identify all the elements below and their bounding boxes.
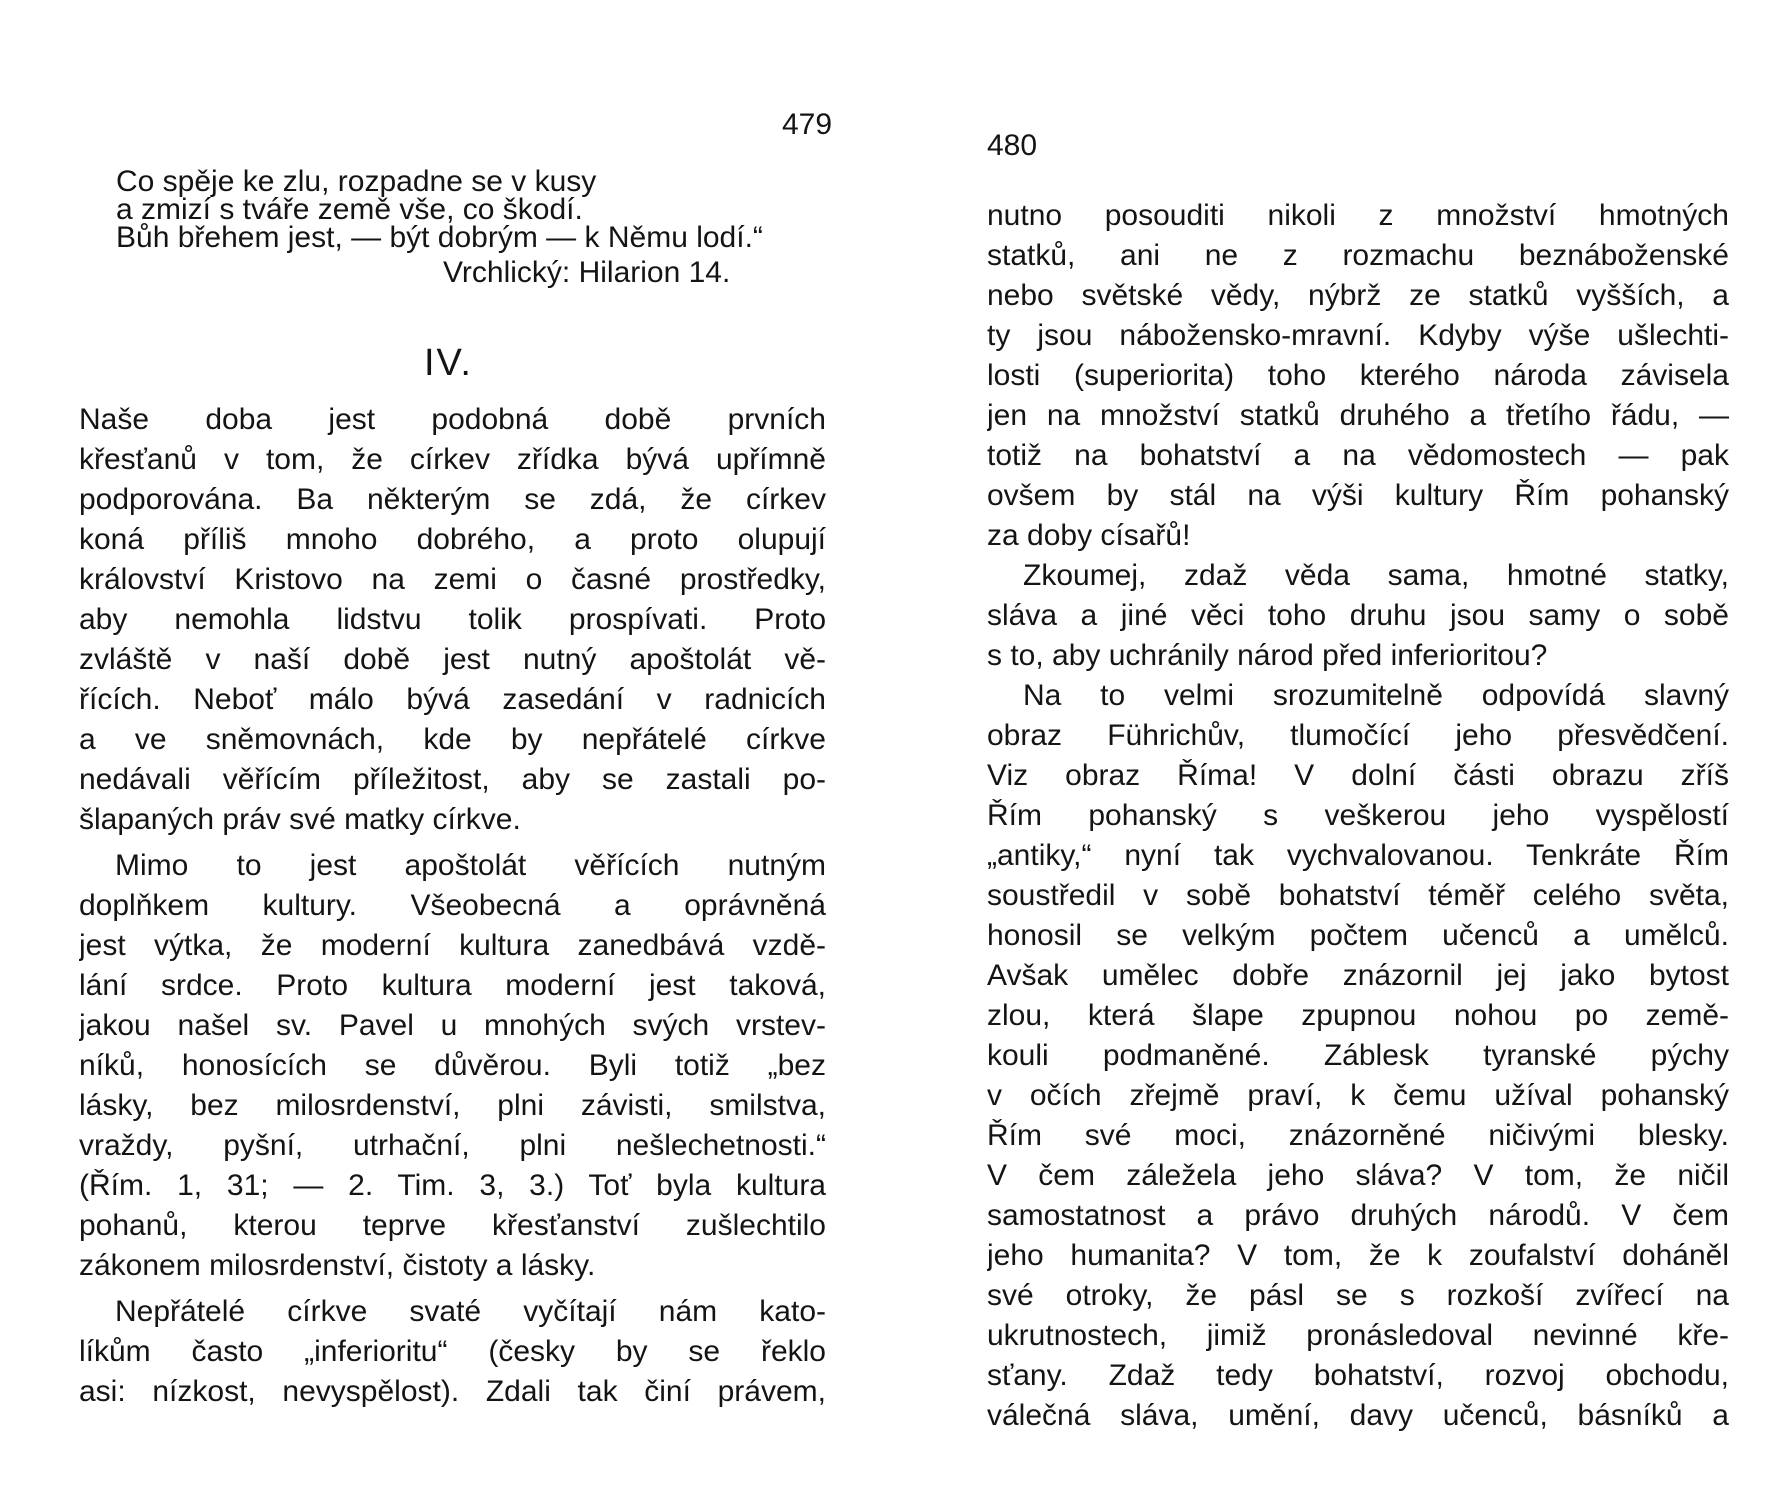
- text-line: statků, ani ne z rozmachu beznáboženské: [987, 239, 1729, 272]
- text-line: Řím své moci, znázorněné ničivými blesky.: [987, 1119, 1729, 1152]
- text-line: jakou našel sv. Pavel u mnohých svých vrstev-: [79, 1009, 826, 1042]
- text-line: za doby císařů!: [987, 519, 1191, 552]
- text-line: s to, aby uchránily národ před inferioritou?: [987, 639, 1548, 672]
- text-block: [79, 400, 826, 1412]
- poem-line: Co spěje ke zlu, rozpadne se v kusy: [116, 165, 597, 198]
- text-line: doplňkem kultury. Všeobecná a oprávněná: [79, 889, 826, 922]
- text-line: „antiky,“ nyní tak vychvalovanou. Tenkráte Řím: [987, 839, 1729, 872]
- text-block: [987, 196, 1729, 1436]
- text-line: zákonem milosrdenství, čistoty a lásky.: [79, 1249, 596, 1282]
- text-line: kouli podmaněné. Záblesk tyranské pýchy: [987, 1039, 1729, 1072]
- text-line: lání srdce. Proto kultura moderní jest taková,: [79, 969, 826, 1002]
- text-line: Zkoumej, zdaž věda sama, hmotné statky,: [1023, 559, 1729, 592]
- text-line: nebo světské vědy, nýbrž ze statků vyšších, a: [987, 279, 1729, 312]
- text-line: nutno posouditi nikoli z množství hmotných: [987, 199, 1729, 232]
- chapter-heading: IV.: [424, 342, 473, 384]
- text-line: líkům často „inferioritu“ (česky by se řeklo: [79, 1335, 826, 1368]
- text-line: jen na množství statků druhého a třetího řádu, —: [987, 399, 1729, 432]
- text-line: lásky, bez milosrdenství, plni závisti, smilstva,: [79, 1089, 826, 1122]
- text-line: losti (superiorita) toho kterého národa závisela: [987, 359, 1729, 392]
- text-line: jest výtka, že moderní kultura zanedbává vzdě-: [79, 929, 826, 962]
- text-line: nedávali věřícím příležitost, aby se zastali po-: [79, 763, 826, 796]
- text-line: zlou, která šlape zpupnou nohou po země-: [987, 999, 1729, 1032]
- text-line: v očích zřejmě praví, k čemu užíval pohanský: [987, 1079, 1729, 1112]
- text-line: Naše doba jest podobná době prvních: [79, 403, 826, 436]
- poem-line: a zmizí s tváře země vše, co škodí.: [116, 193, 583, 226]
- text-line: křesťanů v tom, že církev zřídka bývá upřímně: [79, 443, 826, 476]
- text-line: podporována. Ba některým se zdá, že církev: [79, 483, 826, 516]
- text-line: Viz obraz Říma! V dolní části obrazu zříš: [987, 759, 1729, 792]
- text-line: své otroky, že pásl se s rozkoší zvířecí na: [987, 1279, 1729, 1312]
- text-line: V čem záležela jeho sláva? V tom, že ničil: [987, 1159, 1729, 1192]
- text-line: samostatnost a právo druhých národů. V čem: [987, 1199, 1729, 1232]
- text-line: Nepřátelé církve svaté vyčítají nám kato-: [115, 1295, 826, 1328]
- text-line: Mimo to jest apoštolát věřících nutným: [115, 849, 826, 882]
- text-line: ukrutnostech, jimiž pronásledoval nevinné kře-: [987, 1319, 1729, 1352]
- text-line: soustředil v sobě bohatství téměř celého světa,: [987, 879, 1729, 912]
- text-line: sťany. Zdaž tedy bohatství, rozvoj obchodu,: [987, 1359, 1729, 1392]
- text-line: válečná sláva, umění, davy učenců, básníků a: [987, 1399, 1729, 1432]
- text-line: šlapaných práv své matky církve.: [79, 803, 521, 836]
- text-line: a ve sněmovnách, kde by nepřátelé církve: [79, 723, 826, 756]
- text-line: zvláště v naší době jest nutný apoštolát vě-: [79, 643, 826, 676]
- page-number: 479: [782, 108, 833, 141]
- text-line: totiž na bohatství a na vědomostech — pak: [987, 439, 1729, 472]
- text-line: koná příliš mnoho dobrého, a proto olupují: [79, 523, 826, 556]
- text-line: Avšak umělec dobře znázornil jej jako bytost: [987, 959, 1729, 992]
- poem-line: Bůh břehem jest, — být dobrým — k Němu lodí.“: [116, 221, 763, 254]
- text-line: Na to velmi srozumitelně odpovídá slavný: [1023, 679, 1729, 712]
- text-line: aby nemohla lidstvu tolik prospívati. Proto: [79, 603, 826, 636]
- text-line: honosil se velkým počtem učenců a umělců.: [987, 919, 1729, 952]
- text-line: řících. Neboť málo bývá zasedání v radnicích: [79, 683, 826, 716]
- text-line: (Řím. 1, 31; — 2. Tim. 3, 3.) Toť byla kultura: [79, 1169, 826, 1202]
- poem-attribution: Vrchlický: Hilarion 14.: [443, 256, 731, 289]
- text-line: království Kristovo na zemi o časné prostředky,: [79, 563, 826, 596]
- text-line: Řím pohanský s veškerou jeho vyspělostí: [987, 799, 1729, 832]
- text-line: asi: nízkost, nevyspělost). Zdali tak činí právem,: [79, 1375, 826, 1408]
- text-line: vraždy, pyšní, utrhační, plni nešlechetnosti.“: [79, 1129, 826, 1162]
- text-line: níků, honosících se důvěrou. Byli totiž „bez: [79, 1049, 826, 1082]
- text-line: pohanů, kterou teprve křesťanství zušlechtilo: [79, 1209, 826, 1242]
- page-number: 480: [987, 129, 1038, 162]
- text-line: jeho humanita? V tom, že k zoufalství doháněl: [987, 1239, 1729, 1272]
- poem-quote: [116, 165, 856, 290]
- text-line: obraz Führichův, tlumočící jeho přesvědčení.: [987, 719, 1729, 752]
- text-line: ty jsou nábožensko-mravní. Kdyby výše ušlechti-: [987, 319, 1729, 352]
- text-line: sláva a jiné věci toho druhu jsou samy o sobě: [987, 599, 1729, 632]
- text-line: ovšem by stál na výši kultury Řím pohanský: [987, 479, 1729, 512]
- right-page: [896, 0, 1792, 1500]
